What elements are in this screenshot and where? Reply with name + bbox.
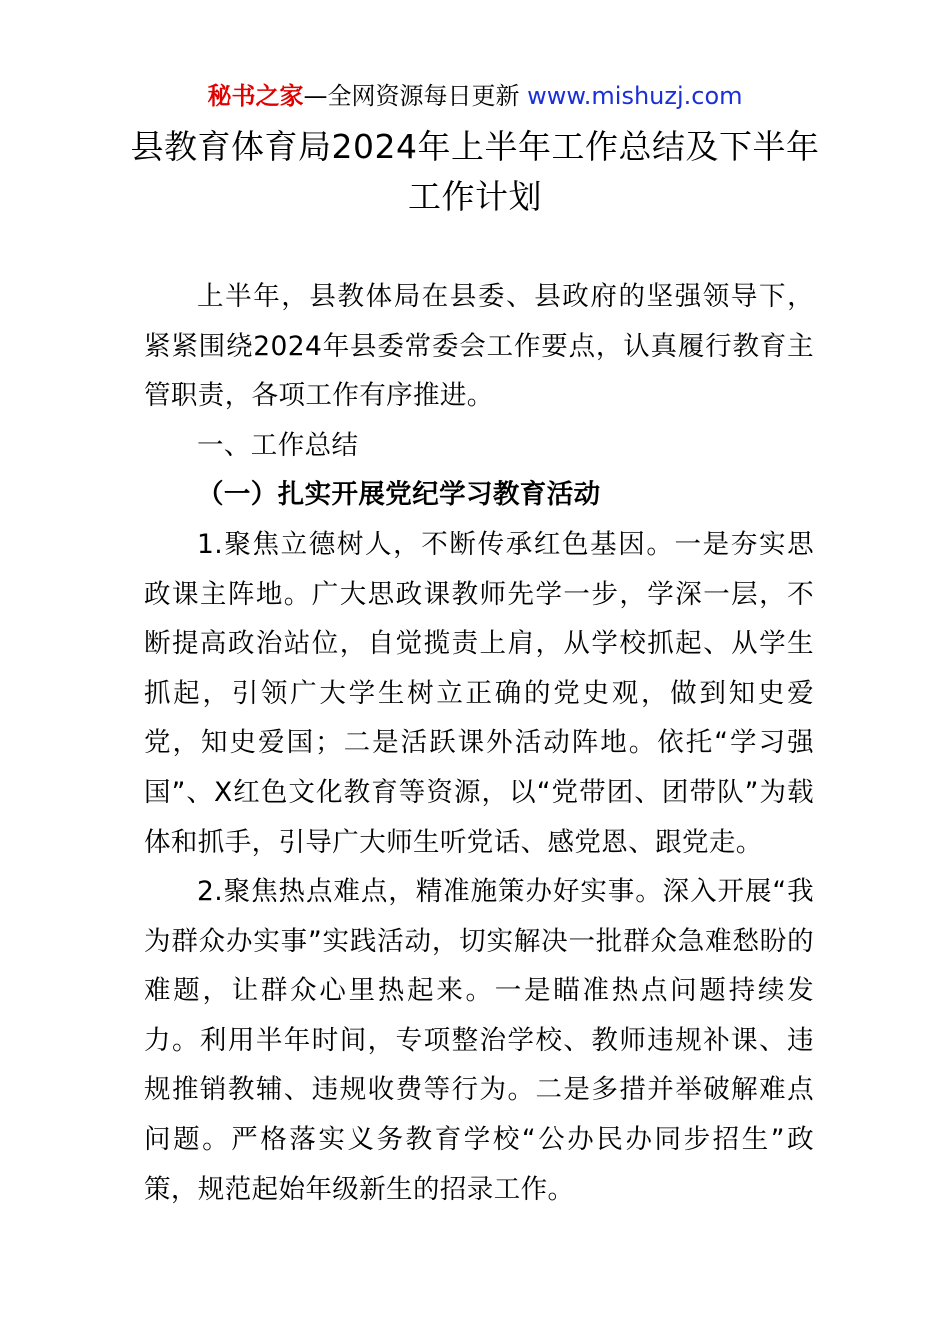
site-header [0, 80, 950, 112]
header-tagline: —全网资源每日更新 [303, 82, 528, 110]
document-title-line-1: 县教育体育局2024年上半年工作总结及下半年 [130, 127, 820, 166]
brand-name: 秘书之家 [207, 82, 304, 110]
section-heading: 一、工作总结 [197, 430, 359, 461]
document-title-line-2: 工作计划 [408, 177, 542, 216]
body-paragraph-1: 1.聚焦立德树人，不断传承红色基因。一是夯实思政课主阵地。广大思政课教师先学一步，学深一层，不断提高政治站位，自觉揽责上肩，从学校抓起、从学生抓起，引领广大学生树立正确的党史观，做到知史爱党，知史爱国；二是活跃课外活动阵地。依托“学习强国”、X红色文化教育等资源，以“党带团、团带队”为载体和抓手，引导广大师生听党话、感党恩、跟党走。 [144, 529, 814, 858]
site-link[interactable]: www.mishuzj.com [527, 82, 743, 110]
body-paragraph-2: 2.聚焦热点难点，精准施策办好实事。深入开展“我为群众办实事”实践活动，切实解决一批群众急难愁盼的难题，让群众心里热起来。一是瞄准热点问题持续发力。利用半年时间，专项整治学校、教师违规补课、违规推销教辅、违规收费等行为。二是多措并举破解难点问题。严格落实义务教育学校“公办民办同步招生”政策，规范起始年级新生的招录工作。 [144, 876, 814, 1205]
intro-paragraph: 上半年，县教体局在县委、县政府的坚强领导下，紧紧围绕2024年县委常委会工作要点，认真履行教育主管职责，各项工作有序推进。 [144, 281, 814, 412]
subsection-heading: （一）扎实开展党纪学习教育活动 [197, 479, 601, 510]
